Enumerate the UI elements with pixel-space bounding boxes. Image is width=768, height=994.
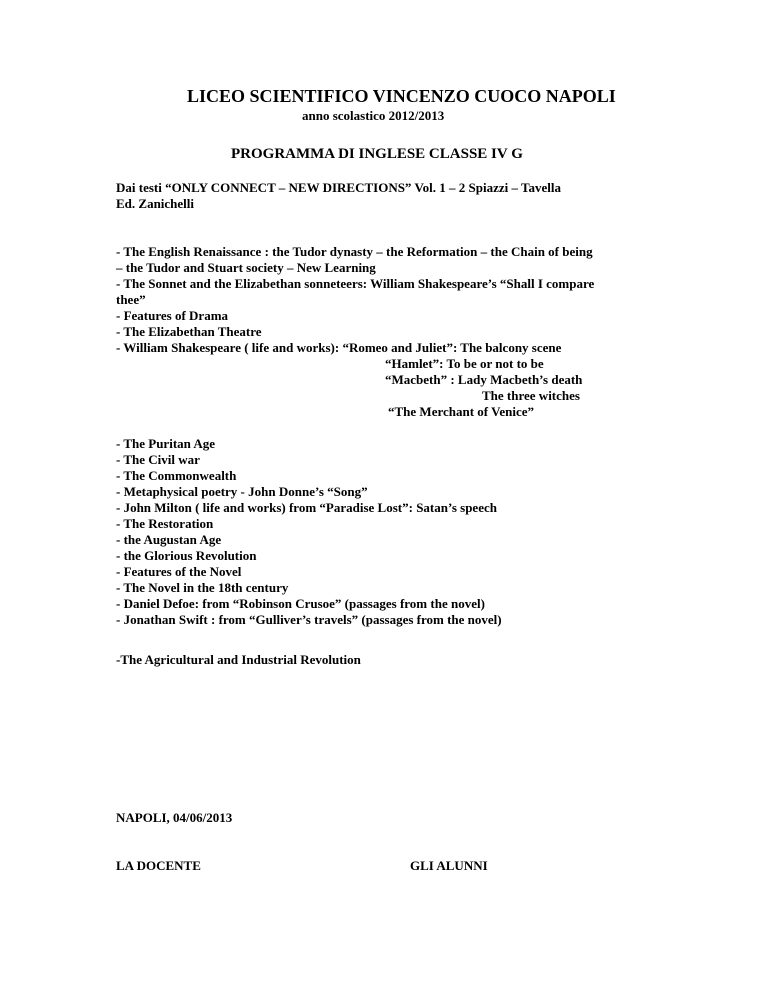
section-industrial-revolution: -The Agricultural and Industrial Revolution bbox=[116, 652, 361, 667]
list-item: - The Elizabethan Theatre bbox=[116, 324, 262, 339]
list-item: - The Novel in the 18th century bbox=[116, 580, 289, 595]
list-item: - the Augustan Age bbox=[116, 532, 222, 547]
list-item: - John Milton ( life and works) from “Paradise Lost”: Satan’s speech bbox=[116, 500, 497, 515]
textbook-line: Dai testi “ONLY CONNECT – NEW DIRECTIONS” Vol. 1 – 2 Spiazzi – Tavella bbox=[116, 180, 561, 195]
textbook-info bbox=[116, 180, 561, 212]
list-item: - Features of the Novel bbox=[116, 564, 242, 579]
list-item: - The Sonnet and the Elizabethan sonneteers: William Shakespeare’s “Shall I compare bbox=[116, 276, 595, 291]
list-item: - The Puritan Age bbox=[116, 436, 216, 451]
list-item: - Metaphysical poetry - John Donne’s “Song” bbox=[116, 484, 368, 499]
place-date: NAPOLI, 04/06/2013 bbox=[116, 810, 233, 825]
shakespeare-item bbox=[116, 340, 594, 356]
shakespeare-work: “Macbeth” : Lady Macbeth’s death bbox=[385, 372, 583, 387]
section-renaissance bbox=[116, 244, 594, 356]
shakespeare-lead: - William Shakespeare ( life and works): bbox=[116, 340, 343, 355]
shakespeare-work: The three witches bbox=[482, 388, 580, 403]
teacher-signature-label: LA DOCENTE bbox=[116, 858, 201, 873]
section-puritan-age bbox=[116, 436, 502, 628]
list-item: - Jonathan Swift : from “Gulliver’s travels” (passages from the novel) bbox=[116, 612, 502, 627]
list-item: thee” bbox=[116, 292, 146, 307]
list-item: - Daniel Defoe: from “Robinson Crusoe” (passages from the novel) bbox=[116, 596, 485, 611]
program-title: PROGRAMMA DI INGLESE CLASSE IV G bbox=[231, 146, 523, 162]
school-title: LICEO SCIENTIFICO VINCENZO CUOCO NAPOLI bbox=[187, 86, 616, 106]
publisher-line: Ed. Zanichelli bbox=[116, 196, 195, 211]
school-year: anno scolastico 2012/2013 bbox=[302, 108, 445, 123]
list-item: - Features of Drama bbox=[116, 308, 229, 323]
list-item: - the Glorious Revolution bbox=[116, 548, 257, 563]
shakespeare-work: “Romeo and Juliet”: The balcony scene bbox=[342, 340, 562, 355]
shakespeare-work: “The Merchant of Venice” bbox=[388, 404, 534, 419]
students-signature-label: GLI ALUNNI bbox=[410, 858, 488, 873]
list-item: - The Restoration bbox=[116, 516, 214, 531]
shakespeare-work: “Hamlet”: To be or not to be bbox=[385, 356, 544, 371]
list-item: – the Tudor and Stuart society – New Learning bbox=[116, 260, 376, 275]
list-item: - The Civil war bbox=[116, 452, 200, 467]
list-item: - The English Renaissance : the Tudor dynasty – the Reformation – the Chain of being bbox=[116, 244, 593, 259]
list-item: - The Commonwealth bbox=[116, 468, 237, 483]
